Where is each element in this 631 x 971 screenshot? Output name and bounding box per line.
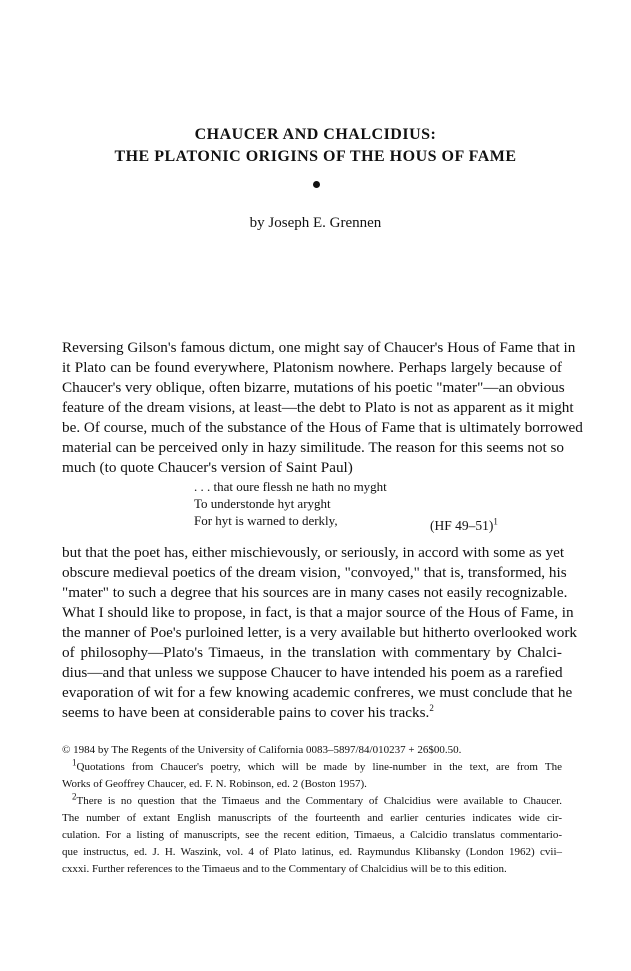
para2-line: evaporation of wit for a few knowing academic confreres, we must conclude that he <box>62 684 573 701</box>
quote-reference: (HF 49–51)$^1$ <box>430 516 498 533</box>
footnote-marker: 2 <box>429 702 434 713</box>
footnote-2-line: $^2$There is no question that the Timaeus and the Commentary of Chalcidius were available to Chaucer. <box>72 791 562 807</box>
quote-line: For hyt is warned to derkly, <box>194 513 338 528</box>
footnote-1-line: $^1$Quotations from Chaucer's poetry, which will be made by line-number in the text, are from The <box>72 757 562 773</box>
para2-line: obscure medieval poetics of the dream vision, "convoyed," that is, transformed, his <box>62 564 567 581</box>
para2-line: of philosophy—Plato's Timaeus, in the translation with commentary by Chalci- <box>62 644 562 661</box>
para2-line: "mater" to such a degree that his sources are in many cases not easily recognizable. <box>62 584 568 601</box>
copyright-line: © 1984 by The Regents of the University of California 0083–5897/84/010237 + 26$00.50. <box>62 744 462 756</box>
para2-line: dius—and that unless we suppose Chaucer to have intended his poem as a rarefied <box>62 664 563 681</box>
footnote-2-line: culation. For a listing of manuscripts, see the recent edition, Timaeus, a Calcidio translatus commentario- <box>62 829 562 841</box>
para1-line: be. Of course, much of the substance of the Hous of Fame that is ultimately borrowed <box>62 419 583 436</box>
para2-line: seems to have been at considerable pains to cover his tracks.$^2$ <box>62 702 434 721</box>
para1-line: much (to quote Chaucer's version of Saint Paul) <box>62 459 353 476</box>
para2-line: What I should like to propose, in fact, is that a major source of the Hous of Fame, in <box>62 604 574 621</box>
footnote-1-line: Works of Geoffrey Chaucer, ed. F. N. Robinson, ed. 2 (Boston 1957). <box>62 778 367 790</box>
article-title-line-1: CHAUCER AND CHALCIDIUS: <box>194 126 437 143</box>
footnote-marker: 1 <box>72 757 77 768</box>
footnote-marker: 2 <box>72 791 77 802</box>
quote-line: To understonde hyt aryght <box>194 496 331 511</box>
footnote-2-line: The number of extant English manuscripts of the fourteenth and earlier centuries indicates wide cir- <box>62 812 562 824</box>
footnote-2-line: que instructus, ed. J. H. Waszink, vol. 4 of Plato latinus, ed. Raymundus Klibansky (London 1962) cvii– <box>62 846 562 858</box>
para1-line: it Plato can be found everywhere, Platonism nowhere. Perhaps largely because of <box>62 359 562 376</box>
footnote-marker: 1 <box>493 516 498 527</box>
para1-line: Chaucer's very oblique, often bizarre, mutations of his poetic "mater"—an obvious <box>62 379 565 396</box>
para2-line: the manner of Poe's purloined letter, is a very available but hitherto overlooked work <box>62 624 577 641</box>
footnote-2-line: cxxxi. Further references to the Timaeus and to the Commentary of Chalcidius will be to this edition. <box>62 863 507 875</box>
para1-line: material can be perceived only in hazy similitude. The reason for this seems not so <box>62 439 565 456</box>
quote-line: . . . that oure flessh ne hath no myght <box>194 479 387 494</box>
para1-line: Reversing Gilson's famous dictum, one might say of Chaucer's Hous of Fame that in <box>62 339 576 356</box>
para2-line: but that the poet has, either mischievously, or seriously, in accord with some as yet <box>62 544 565 561</box>
article-title-line-2: THE PLATONIC ORIGINS OF THE HOUS OF FAME <box>114 148 517 165</box>
bullet-ornament <box>313 181 320 188</box>
author-byline: by Joseph E. Grennen <box>249 215 382 231</box>
para1-line: feature of the dream visions, at least—the debt to Plato is not as apparent as it might <box>62 399 574 416</box>
